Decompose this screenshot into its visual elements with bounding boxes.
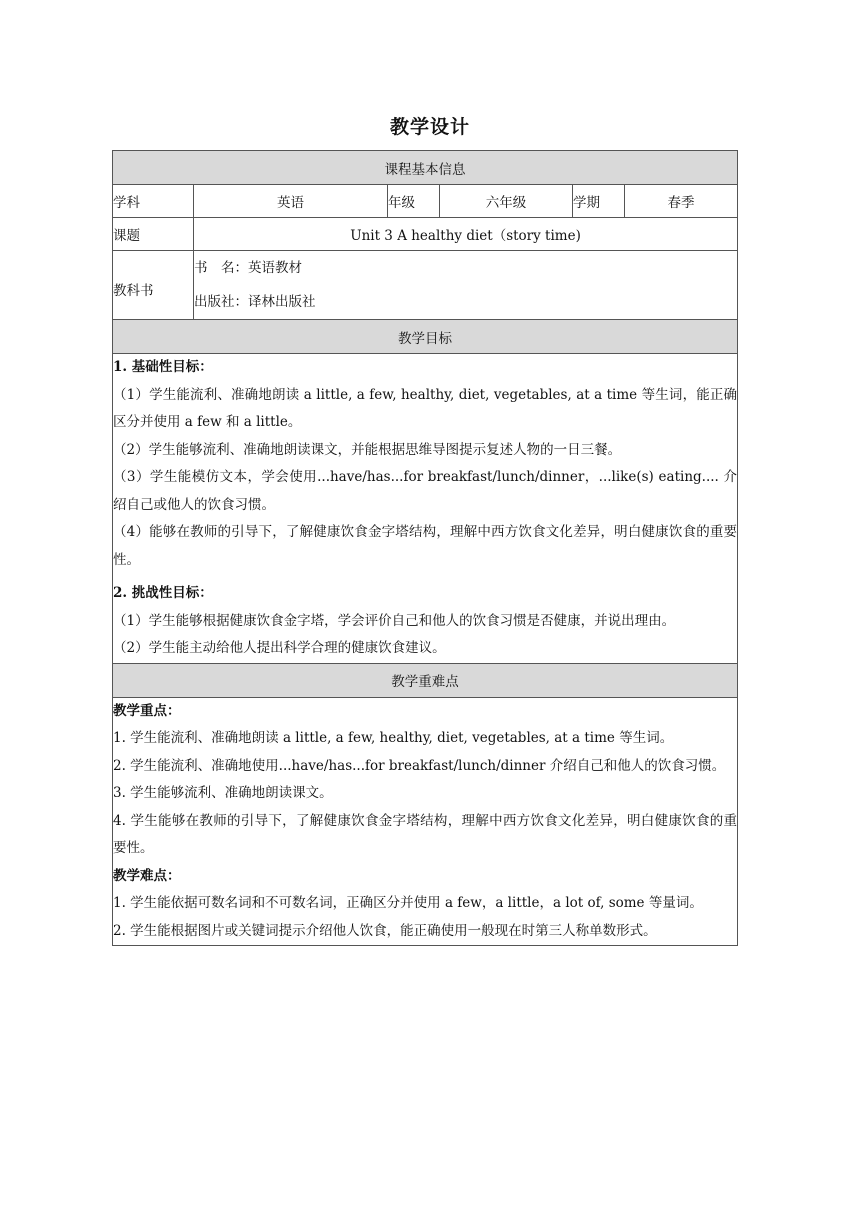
textbook-details [194, 251, 738, 320]
key-points-header-row [113, 663, 738, 697]
focus-item: 4. 学生能够在教师的引导下，了解健康饮食金字塔结构，理解中西方饮食文化差异，明白健康饮食的重要性。 [113, 812, 738, 856]
focus-item: 2. 学生能流利、准确地使用...have/has...for breakfast/lunch/dinner 介绍自己和他人的饮食习惯。 [113, 757, 726, 774]
difficulty-title: 教学难点： [113, 867, 181, 884]
subject-row [113, 185, 738, 218]
focus-item: 1. 学生能流利、准确地朗读 a little, a few, healthy, diet, vegetables, at a time 等生词。 [113, 730, 674, 746]
textbook-row [113, 251, 738, 320]
challenge-objective-item: （1）学生能够根据健康饮食金字塔，学会评价自己和他人的饮食习惯是否健康，并说出理由。 [113, 612, 676, 629]
basic-objectives-title: 1. 基础性目标： [113, 359, 213, 375]
book-name: 书 名：英语教材 [194, 260, 302, 276]
basic-objective-item: （2）学生能够流利、准确地朗读课文，并能根据思维导图提示复述人物的一日三餐。 [113, 441, 622, 458]
textbook-label: 教科书 [113, 251, 194, 320]
key-points-content [113, 697, 738, 946]
grade-label: 年级 [388, 185, 440, 218]
publisher: 出版社：译林出版社 [194, 294, 316, 310]
subject-label: 学科 [113, 185, 194, 218]
basic-objective-item: （1）学生能流利、准确地朗读 a little, a few, healthy, diet, vegetables, at a time 等生词，能正确区分并使用 a few 和 a little。 [113, 386, 738, 430]
subject-value: 英语 [194, 185, 388, 218]
lesson-plan-table [112, 150, 738, 946]
objectives-content [113, 354, 738, 664]
basic-info-header-row [113, 151, 738, 185]
page-title: 教学设计 [389, 116, 470, 138]
difficulty-item: 2. 学生能根据图片或关键词提示介绍他人饮食，能正确使用一般现在时第三人称单数形式。 [113, 922, 657, 939]
term-value: 春季 [625, 185, 738, 218]
challenge-objective-item: （2）学生能主动给他人提出科学合理的健康饮食建议。 [113, 640, 446, 656]
focus-title: 教学重点： [113, 702, 181, 719]
challenge-objectives-title: 2. 挑战性目标： [113, 585, 213, 601]
objectives-header-row [113, 320, 738, 354]
objectives-header: 教学目标 [113, 320, 738, 354]
key-points-row [113, 697, 738, 946]
difficulty-item: 1. 学生能依据可数名词和不可数名词，正确区分并使用 a few，a little，a lot of, some 等量词。 [113, 895, 703, 911]
basic-objective-item: （3）学生能模仿文本，学会使用...have/has...for breakfast/lunch/dinner，...like(s) eating.... 介绍自己或他人的饮食习惯。 [113, 469, 738, 513]
topic-value: Unit 3 A healthy diet（story time) [194, 218, 738, 251]
topic-label: 课题 [113, 218, 194, 251]
basic-info-header: 课程基本信息 [113, 151, 738, 185]
topic-row [113, 218, 738, 251]
objectives-row [113, 354, 738, 664]
key-points-header: 教学重难点 [113, 663, 738, 697]
grade-value: 六年级 [440, 185, 573, 218]
basic-objective-item: （4）能够在教师的引导下，了解健康饮食金字塔结构，理解中西方饮食文化差异，明白健康饮食的重要性。 [113, 524, 738, 568]
focus-item: 3. 学生能够流利、准确地朗读课文。 [113, 785, 333, 801]
term-label: 学期 [573, 185, 625, 218]
